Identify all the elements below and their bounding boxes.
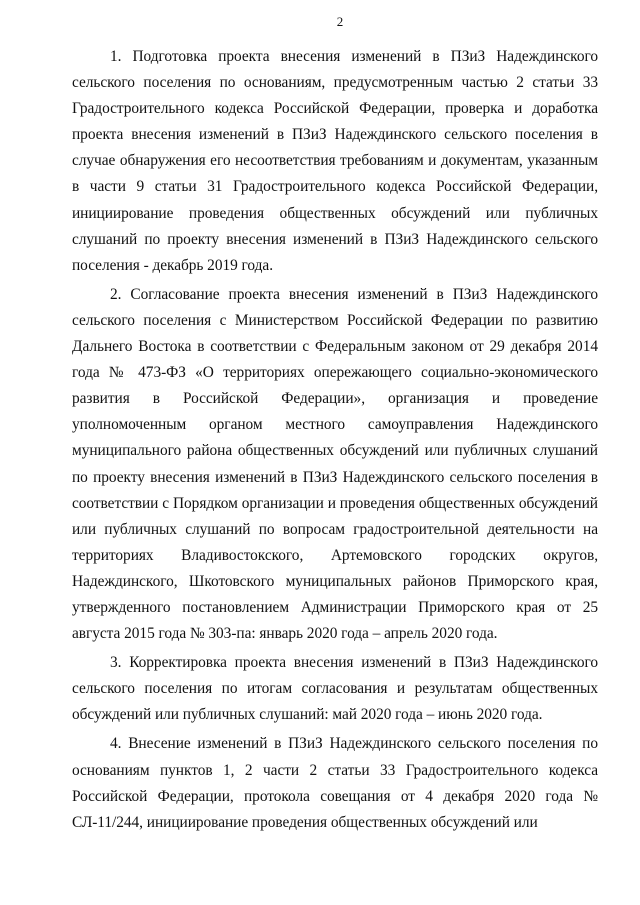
page-number: 2 bbox=[336, 14, 344, 29]
paragraph-2: 2. Согласование проекта внесения изменений в ПЗиЗ Надеждинского сельского поселения с Министерством Российской Федерации по развитию Дальнего Востока в соответствии с Федеральным законом от 29 декабря 2014 года № 473-ФЗ «О территориях опережающего социально-экономического развития в Российской Федерации», организация и проведение уполномоченным органом местного самоуправления Надеждинского муниципального района общественных обсуждений или публичных слушаний по проекту внесения изменений в ПЗиЗ Надеждинского сельского поселения в соответствии с Порядком организации и проведения общественных обсуждений или публичных слушаний по вопросам градостроительной деятельности на территориях Владивостокского, Артемовского городских округов, Надеждинского, Шкотовского муниципальных районов Приморского края, утвержденного постановлением Администрации Приморского края от 25 августа 2015 года № 303-па: январь 2020 года – апрель 2020 года. bbox=[72, 285, 598, 643]
paragraph-1: 1. Подготовка проекта внесения изменений в ПЗиЗ Надеждинского сельского поселения по основаниям, предусмотренным частью 2 статьи 33 Градостроительного кодекса Российской Федерации, проверка и доработка проекта внесения изменений в ПЗиЗ Надеждинского сельского поселения в случае обнаружения его несоответствия требованиям и документам, указанным в части 9 статьи 31 Градостроительного кодекса Российской Федерации, инициирование проведения общественных обсуждений или публичных слушаний по проекту внесения изменений в ПЗиЗ Надеждинского сельского поселения - декабрь 2019 года. bbox=[72, 48, 598, 274]
paragraph-3: 3. Корректировка проекта внесения изменений в ПЗиЗ Надеждинского сельского поселения по итогам согласования и результатам общественных обсуждений или публичных слушаний: май 2020 года – июнь 2020 года. bbox=[72, 654, 598, 724]
paragraph-4: 4. Внесение изменений в ПЗиЗ Надеждинского сельского поселения по основаниям пунктов 1, 2 части 2 статьи 33 Градостроительного кодекса Российской Федерации, протокола совещания от 4 декабря 2020 года № СЛ-11/244, инициирование проведения общественных обсуждений или bbox=[72, 735, 598, 831]
